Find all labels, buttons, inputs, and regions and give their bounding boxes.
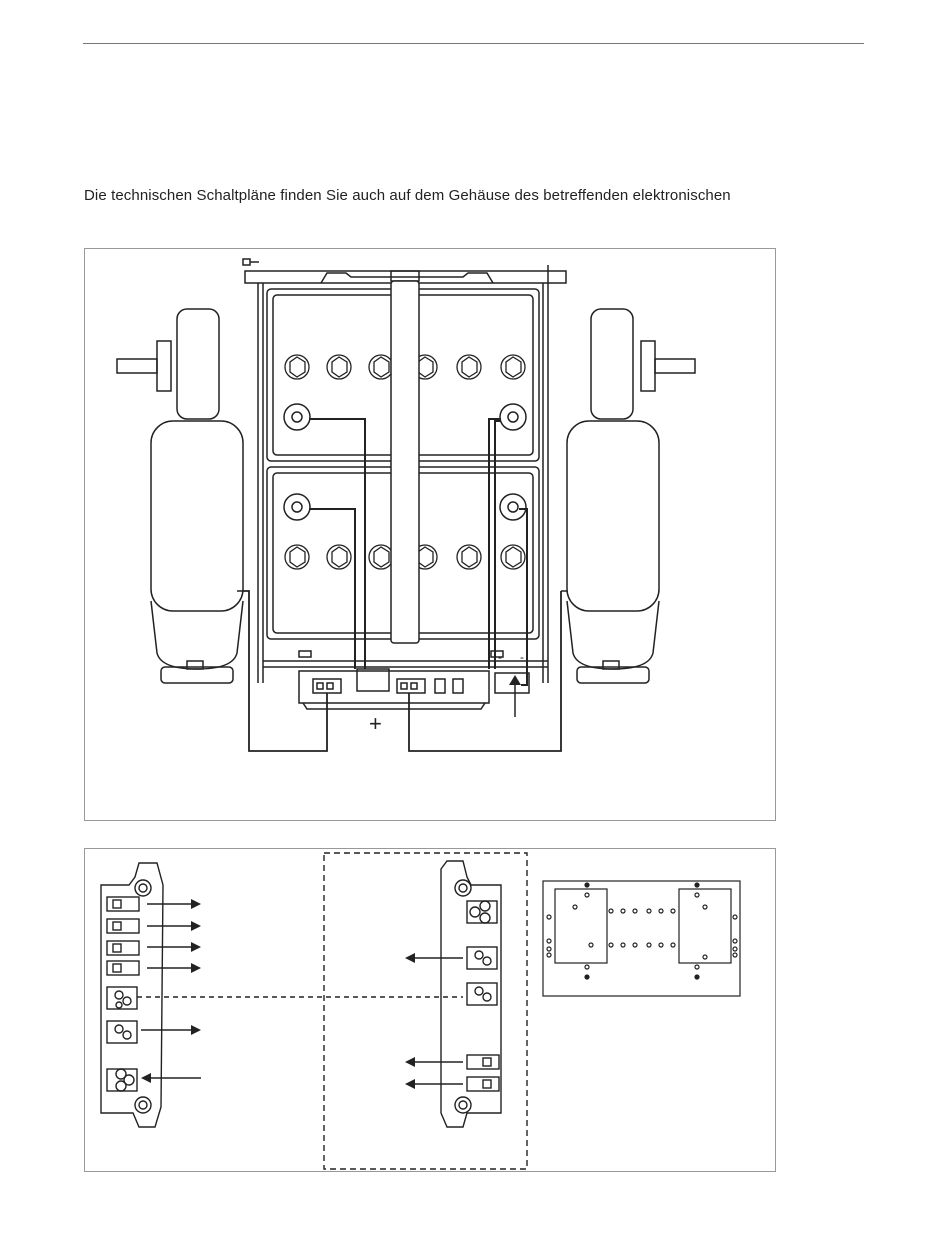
frame-bottom bbox=[263, 661, 548, 667]
plug-icon bbox=[243, 259, 259, 265]
output-arrows-right bbox=[405, 953, 463, 1089]
control-box-left-view bbox=[101, 863, 163, 1127]
hold-down-strap bbox=[391, 281, 419, 643]
frame-left bbox=[258, 283, 263, 683]
connector-panel bbox=[84, 848, 776, 1172]
plus-label: + bbox=[369, 711, 382, 736]
wiring-diagram bbox=[85, 249, 775, 820]
wiring-diagram-panel bbox=[84, 248, 776, 821]
frame-right bbox=[543, 265, 548, 683]
minus-label-left: - bbox=[498, 650, 502, 664]
intro-text: Die technischen Schaltpläne finden Sie auch auf dem Gehäuse des betreffenden elektronischen bbox=[84, 187, 731, 204]
control-box-right-view bbox=[441, 861, 501, 1127]
actuator-left bbox=[117, 309, 243, 683]
actuator-right bbox=[561, 309, 695, 683]
header-rule bbox=[83, 43, 864, 44]
mounting-plate bbox=[543, 881, 740, 996]
connector-diagram bbox=[85, 849, 775, 1171]
frame-clip-left bbox=[299, 651, 311, 657]
minus-label-right: - bbox=[520, 650, 524, 664]
output-arrows-left bbox=[141, 899, 201, 1083]
